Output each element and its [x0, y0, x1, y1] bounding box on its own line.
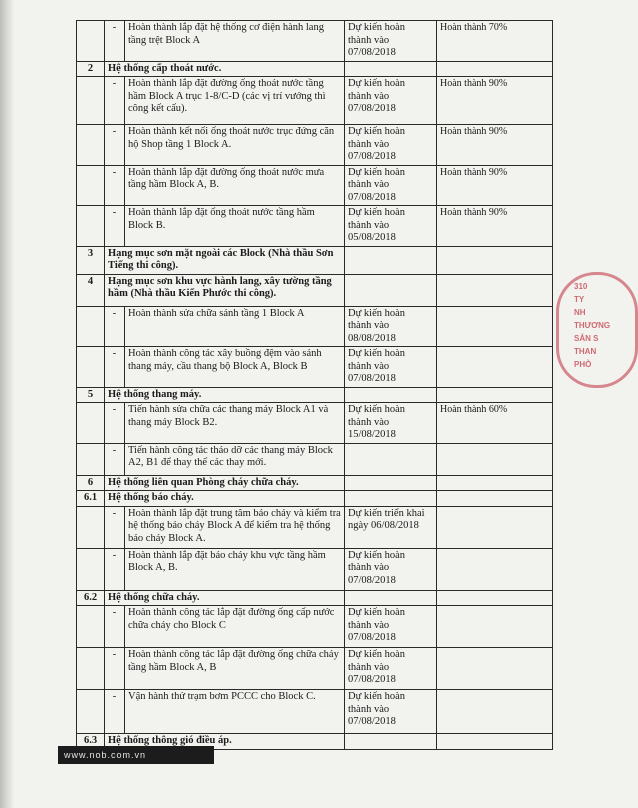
- schedule-line: thành vào: [348, 138, 390, 150]
- section-title: Hệ thống chữa cháy.: [105, 590, 345, 606]
- schedule-cell: [345, 21, 437, 62]
- item-row: [77, 206, 553, 247]
- bullet: -: [105, 347, 125, 388]
- status-cell: Hoàn thành 60%: [437, 403, 553, 444]
- stamp-line: 310: [574, 282, 588, 291]
- item-row: [77, 21, 553, 62]
- schedule-line: Dự kiến hoàn: [348, 307, 406, 319]
- number-cell: [77, 606, 105, 648]
- status-cell: [437, 475, 553, 491]
- status-cell: [437, 306, 553, 347]
- scan-shadow: [0, 0, 14, 808]
- schedule-line: 07/08/2018: [348, 674, 396, 685]
- task-description: Hoàn thành kết nối ống thoát nước trục đứng căn hộ Shop tầng 1 Block A.: [125, 125, 345, 166]
- item-row: [77, 443, 553, 475]
- number-cell: [77, 21, 105, 62]
- schedule-line: Dự kiến hoàn: [348, 549, 406, 561]
- schedule-cell: [345, 387, 437, 403]
- schedule-cell: [345, 506, 437, 548]
- bullet: -: [105, 306, 125, 347]
- task-description: Hoàn thành công tác xây buồng đệm vào sảnh thang máy, cầu thang bộ Block A, Block B: [125, 347, 345, 388]
- schedule-cell: [345, 347, 437, 388]
- number-cell: [77, 403, 105, 444]
- item-row: [77, 125, 553, 166]
- bullet: -: [105, 125, 125, 166]
- number-cell: [77, 690, 105, 734]
- schedule-line: thành vào: [348, 562, 390, 573]
- footer-watermark: www.nob.com.vn: [58, 746, 214, 764]
- schedule-line: 07/08/2018: [348, 151, 396, 162]
- schedule-cell: [345, 690, 437, 734]
- schedule-cell: [345, 77, 437, 125]
- task-description: Hoàn thành lắp đặt trung tâm báo cháy và kiểm tra hệ thống báo cháy Block A để kiểm tra hệ thống báo cháy Block A.: [125, 506, 345, 548]
- item-row: [77, 548, 553, 590]
- item-row: [77, 506, 553, 548]
- schedule-line: Dự kiến hoàn: [348, 78, 406, 89]
- section-number: 6.2: [77, 590, 105, 606]
- schedule-cell: [345, 475, 437, 491]
- section-number: 5: [77, 387, 105, 403]
- schedule-line: Dự kiến hoàn: [348, 404, 406, 415]
- bullet: -: [105, 690, 125, 734]
- number-cell: [77, 165, 105, 206]
- schedule-line: Dự kiến hoàn: [348, 22, 406, 33]
- schedule-cell: [345, 125, 437, 166]
- status-cell: [437, 734, 553, 750]
- status-cell: [437, 347, 553, 388]
- status-cell: [437, 491, 553, 507]
- schedule-line: Dự kiến triển khai: [348, 507, 425, 519]
- task-description: Hoàn thành lắp đặt báo cháy khu vực tầng hầm Block A, B.: [125, 548, 345, 590]
- section-title: Hệ thống báo cháy.: [105, 491, 345, 507]
- status-cell: [437, 648, 553, 690]
- task-description: Hoàn thành sửa chữa sảnh tầng 1 Block A: [125, 306, 345, 347]
- schedule-cell: [345, 403, 437, 444]
- section-row: [77, 61, 553, 77]
- schedule-line: thành vào: [348, 219, 390, 231]
- item-row: [77, 165, 553, 206]
- status-cell: [437, 387, 553, 403]
- schedule-line: thành vào: [348, 703, 390, 715]
- task-description: Hoàn thành lắp đặt đường ống thoát nước mưa tầng hầm Block A, B.: [125, 165, 345, 206]
- schedule-line: thành vào: [348, 320, 390, 331]
- stamp-line: THAN: [574, 347, 597, 356]
- schedule-line: thành vào: [348, 416, 390, 428]
- schedule-cell: [345, 206, 437, 247]
- red-company-stamp: [570, 272, 611, 382]
- schedule-line: 07/08/2018: [348, 574, 396, 586]
- bullet: -: [105, 443, 125, 475]
- schedule-line: Dự kiến hoàn: [348, 126, 406, 137]
- schedule-cell: [345, 590, 437, 606]
- section-row: [77, 491, 553, 507]
- schedule-cell: [345, 165, 437, 206]
- number-cell: [77, 648, 105, 690]
- schedule-line: 07/08/2018: [348, 373, 396, 384]
- task-description: Hoàn thành lắp đặt ống thoát nước tầng hầm Block B.: [125, 206, 345, 247]
- bullet: -: [105, 403, 125, 444]
- schedule-line: Dự kiến hoàn: [348, 348, 406, 359]
- schedule-cell: [345, 274, 437, 306]
- section-row: [77, 246, 553, 274]
- task-description: Hoàn thành lắp đặt đường ống thoát nước tầng hầm Block A trục 1-8/C-D (các vị trí vướng thì công kết cấu).: [125, 77, 345, 125]
- status-cell: Hoàn thành 90%: [437, 165, 553, 206]
- task-description: Hoàn thành lắp đặt hệ thống cơ điện hành lang tầng trệt Block A: [125, 21, 345, 62]
- section-row: [77, 590, 553, 606]
- schedule-line: Dự kiến hoàn: [348, 691, 406, 702]
- schedule-cell: [345, 648, 437, 690]
- schedule-line: thành vào: [348, 661, 390, 673]
- stamp-line: SẢN S: [574, 334, 599, 343]
- progress-table: [76, 20, 553, 750]
- schedule-line: 08/08/2018: [348, 332, 396, 344]
- task-description: Tiến hành sửa chữa các thang máy Block A1 và thang máy Block B2.: [125, 403, 345, 444]
- status-cell: [437, 443, 553, 475]
- section-number: 4: [77, 274, 105, 306]
- bullet: -: [105, 206, 125, 247]
- stamp-line: THƯƠNG: [574, 321, 611, 330]
- number-cell: [77, 206, 105, 247]
- section-title: Hệ thống cấp thoát nước.: [105, 61, 345, 77]
- status-cell: Hoàn thành 90%: [437, 206, 553, 247]
- bullet: -: [105, 506, 125, 548]
- schedule-line: thành vào: [348, 34, 390, 46]
- schedule-cell: [345, 61, 437, 77]
- stamp-line: PHÒ: [574, 360, 592, 369]
- status-cell: [437, 590, 553, 606]
- bullet: -: [105, 648, 125, 690]
- status-cell: Hoàn thành 90%: [437, 77, 553, 125]
- progress-table-body: [77, 21, 553, 750]
- item-row: [77, 690, 553, 734]
- bullet: -: [105, 606, 125, 648]
- schedule-cell: [345, 548, 437, 590]
- task-description: Hoàn thành công tác lắp đặt đường ống cấp nước chữa cháy cho Block C: [125, 606, 345, 648]
- stamp-line: NH: [574, 308, 586, 317]
- schedule-line: 07/08/2018: [348, 716, 396, 727]
- schedule-line: thành vào: [348, 360, 390, 372]
- schedule-line: thành vào: [348, 90, 390, 102]
- status-cell: [437, 246, 553, 274]
- item-row: [77, 77, 553, 125]
- section-number: 6.1: [77, 491, 105, 507]
- schedule-line: 07/08/2018: [348, 632, 396, 643]
- status-cell: [437, 274, 553, 306]
- section-number: 6: [77, 475, 105, 491]
- section-number: 2: [77, 61, 105, 77]
- number-cell: [77, 347, 105, 388]
- task-description: Vận hành thử trạm bơm PCCC cho Block C.: [125, 690, 345, 734]
- number-cell: [77, 548, 105, 590]
- task-description: Hoàn thành công tác lắp đặt đường ống chữa cháy tầng hầm Block A, B: [125, 648, 345, 690]
- schedule-line: Dự kiến hoàn: [348, 649, 406, 660]
- section-number: 6.3: [77, 734, 105, 750]
- schedule-line: 07/08/2018: [348, 191, 396, 203]
- number-cell: [77, 125, 105, 166]
- number-cell: [77, 306, 105, 347]
- task-description: Tiến hành công tác tháo dỡ các thang máy Block A2, B1 để thay thế các thay mới.: [125, 443, 345, 475]
- status-cell: [437, 61, 553, 77]
- item-row: [77, 648, 553, 690]
- schedule-line: Dự kiến hoàn: [348, 607, 406, 618]
- number-cell: [77, 506, 105, 548]
- schedule-cell: [345, 491, 437, 507]
- section-row: [77, 475, 553, 491]
- schedule-cell: [345, 246, 437, 274]
- schedule-line: 07/08/2018: [348, 47, 396, 58]
- section-title: Hệ thống thang máy.: [105, 387, 345, 403]
- schedule-line: thành vào: [348, 619, 390, 631]
- item-row: [77, 403, 553, 444]
- schedule-line: ngày 06/08/2018: [348, 520, 419, 531]
- number-cell: [77, 77, 105, 125]
- schedule-cell: [345, 606, 437, 648]
- bullet: -: [105, 548, 125, 590]
- item-row: [77, 347, 553, 388]
- status-cell: Hoàn thành 70%: [437, 21, 553, 62]
- section-number: 3: [77, 246, 105, 274]
- status-cell: [437, 690, 553, 734]
- section-title: Hệ thống thông gió điều áp.: [105, 734, 345, 750]
- item-row: [77, 606, 553, 648]
- status-cell: [437, 548, 553, 590]
- stamp-text: [574, 280, 610, 371]
- number-cell: [77, 443, 105, 475]
- section-row: [77, 274, 553, 306]
- stamp-line: TY: [574, 295, 585, 304]
- status-cell: Hoàn thành 90%: [437, 125, 553, 166]
- section-title: Hạng mục sơn khu vực hành lang, xây tường tầng hầm (Nhà thầu Kiến Phước thi công).: [105, 274, 345, 306]
- schedule-line: thành vào: [348, 179, 390, 190]
- schedule-line: Dự kiến hoàn: [348, 166, 406, 178]
- schedule-cell: [345, 734, 437, 750]
- status-cell: [437, 606, 553, 648]
- status-cell: [437, 506, 553, 548]
- schedule-line: 15/08/2018: [348, 429, 396, 440]
- item-row: [77, 306, 553, 347]
- bullet: -: [105, 77, 125, 125]
- section-title: Hạng mục sơn mặt ngoài các Block (Nhà thầu Sơn Tiếng thi công).: [105, 246, 345, 274]
- bullet: -: [105, 165, 125, 206]
- section-row: [77, 387, 553, 403]
- section-title: Hệ thống liên quan Phòng cháy chữa cháy.: [105, 475, 345, 491]
- schedule-line: Dự kiến hoàn: [348, 207, 406, 218]
- schedule-cell: [345, 443, 437, 475]
- schedule-line: 07/08/2018: [348, 103, 396, 114]
- schedule-line: 05/08/2018: [348, 232, 396, 243]
- schedule-cell: [345, 306, 437, 347]
- bullet: -: [105, 21, 125, 62]
